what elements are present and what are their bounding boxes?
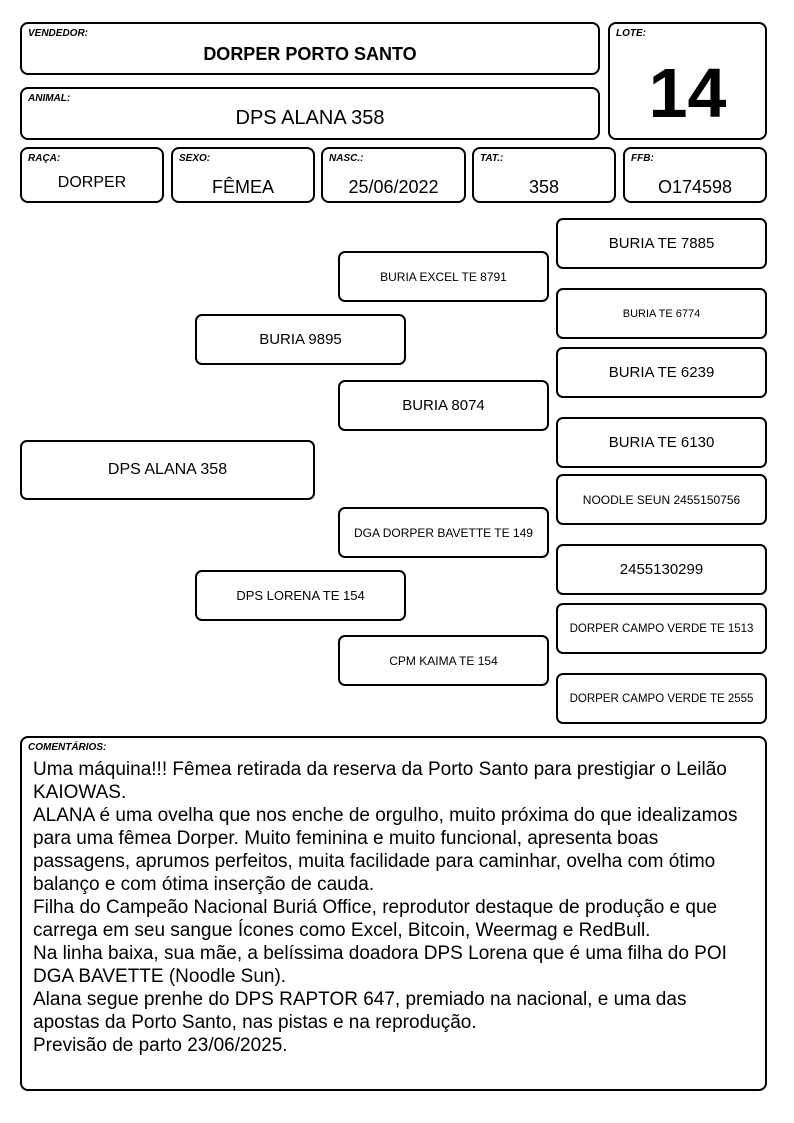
pedigree-sds: BURIA TE 6239 (556, 347, 767, 398)
lote-box (608, 22, 767, 140)
raca-value: DORPER (57, 174, 127, 191)
tat-box (472, 147, 616, 203)
sexo-box (171, 147, 315, 203)
comments-text: Uma máquina!!! Fêmea retirada da reserva da Porto Santo para prestigiar o Leilão KAIOWAS. ALANA é uma ovelha que nos enche de orgulho, muito próxima do que idealizamos para uma fêmea Dorper. Muito feminina e muito funcional, apresenta boas passagens, aprumos perfeitos, muita facilidade para caminhar, ovelha com ótimo balanço e com ótima inserção de cauda. Filha do Campeão Nacional Buriá Office, reprodutor destaque de produção e que carrega em seu sangue Ícones como Excel, Bitcoin, Weermag e RedBull. Na linha baixa, sua mãe, a belíssima doadora DPS Lorena que é uma filha do POI DGA BAVETTE (Noodle Sun). Alana segue prenhe do DPS RAPTOR 647, premiado na nacional, e uma das apostas da Porto Santo, nas pistas e na reprodução. Previsão de parto 23/06/2025. (33, 759, 738, 1056)
raca-box (20, 147, 164, 203)
vendedor-value: DORPER PORTO SANTO (203, 44, 417, 64)
pedigree-dam-dam: CPM KAIMA TE 154 (338, 635, 549, 686)
pedigree-animal: DPS ALANA 358 (20, 440, 315, 500)
ffb-box (623, 147, 767, 203)
tat-label: TAT.: (480, 153, 504, 164)
nasc-box (321, 147, 466, 203)
ffb-value: O174598 (657, 177, 733, 197)
pedigree-sire-dam: BURIA 8074 (338, 380, 549, 431)
tat-value: 358 (528, 177, 560, 197)
animal-box (20, 87, 600, 140)
pedigree-dam: DPS LORENA TE 154 (195, 570, 406, 621)
pedigree-ddd: DORPER CAMPO VERDE TE 2555 (556, 673, 767, 724)
pedigree-dss: NOODLE SEUN 2455150756 (556, 474, 767, 525)
animal-label: ANIMAL: (28, 93, 71, 104)
lote-label: LOTE: (616, 28, 646, 39)
pedigree-dam-sire: DGA DORPER BAVETTE TE 149 (338, 507, 549, 558)
nasc-value: 25/06/2022 (348, 177, 439, 197)
pedigree-sire: BURIA 9895 (195, 314, 406, 365)
pedigree-sss: BURIA TE 7885 (556, 218, 767, 269)
pedigree-ssd: BURIA TE 6774 (556, 288, 767, 339)
nasc-label: NASC.: (329, 153, 364, 164)
vendedor-label: VENDEDOR: (28, 28, 89, 39)
sexo-label: SEXO: (179, 153, 211, 164)
lote-number: 14 (648, 54, 727, 132)
pedigree-sdd: BURIA TE 6130 (556, 417, 767, 468)
ffb-label: FFB: (631, 153, 654, 164)
pedigree-dsd: 2455130299 (556, 544, 767, 595)
raca-label: RAÇA: (28, 153, 61, 164)
sexo-value: FÊMEA (211, 177, 274, 197)
pedigree-dds: DORPER CAMPO VERDE TE 1513 (556, 603, 767, 654)
comments-box (20, 736, 767, 1091)
animal-value: DPS ALANA 358 (235, 107, 385, 129)
pedigree-sire-sire: BURIA EXCEL TE 8791 (338, 251, 549, 302)
comments-label: COMENTÁRIOS: (28, 742, 107, 753)
vendedor-box (20, 22, 600, 75)
